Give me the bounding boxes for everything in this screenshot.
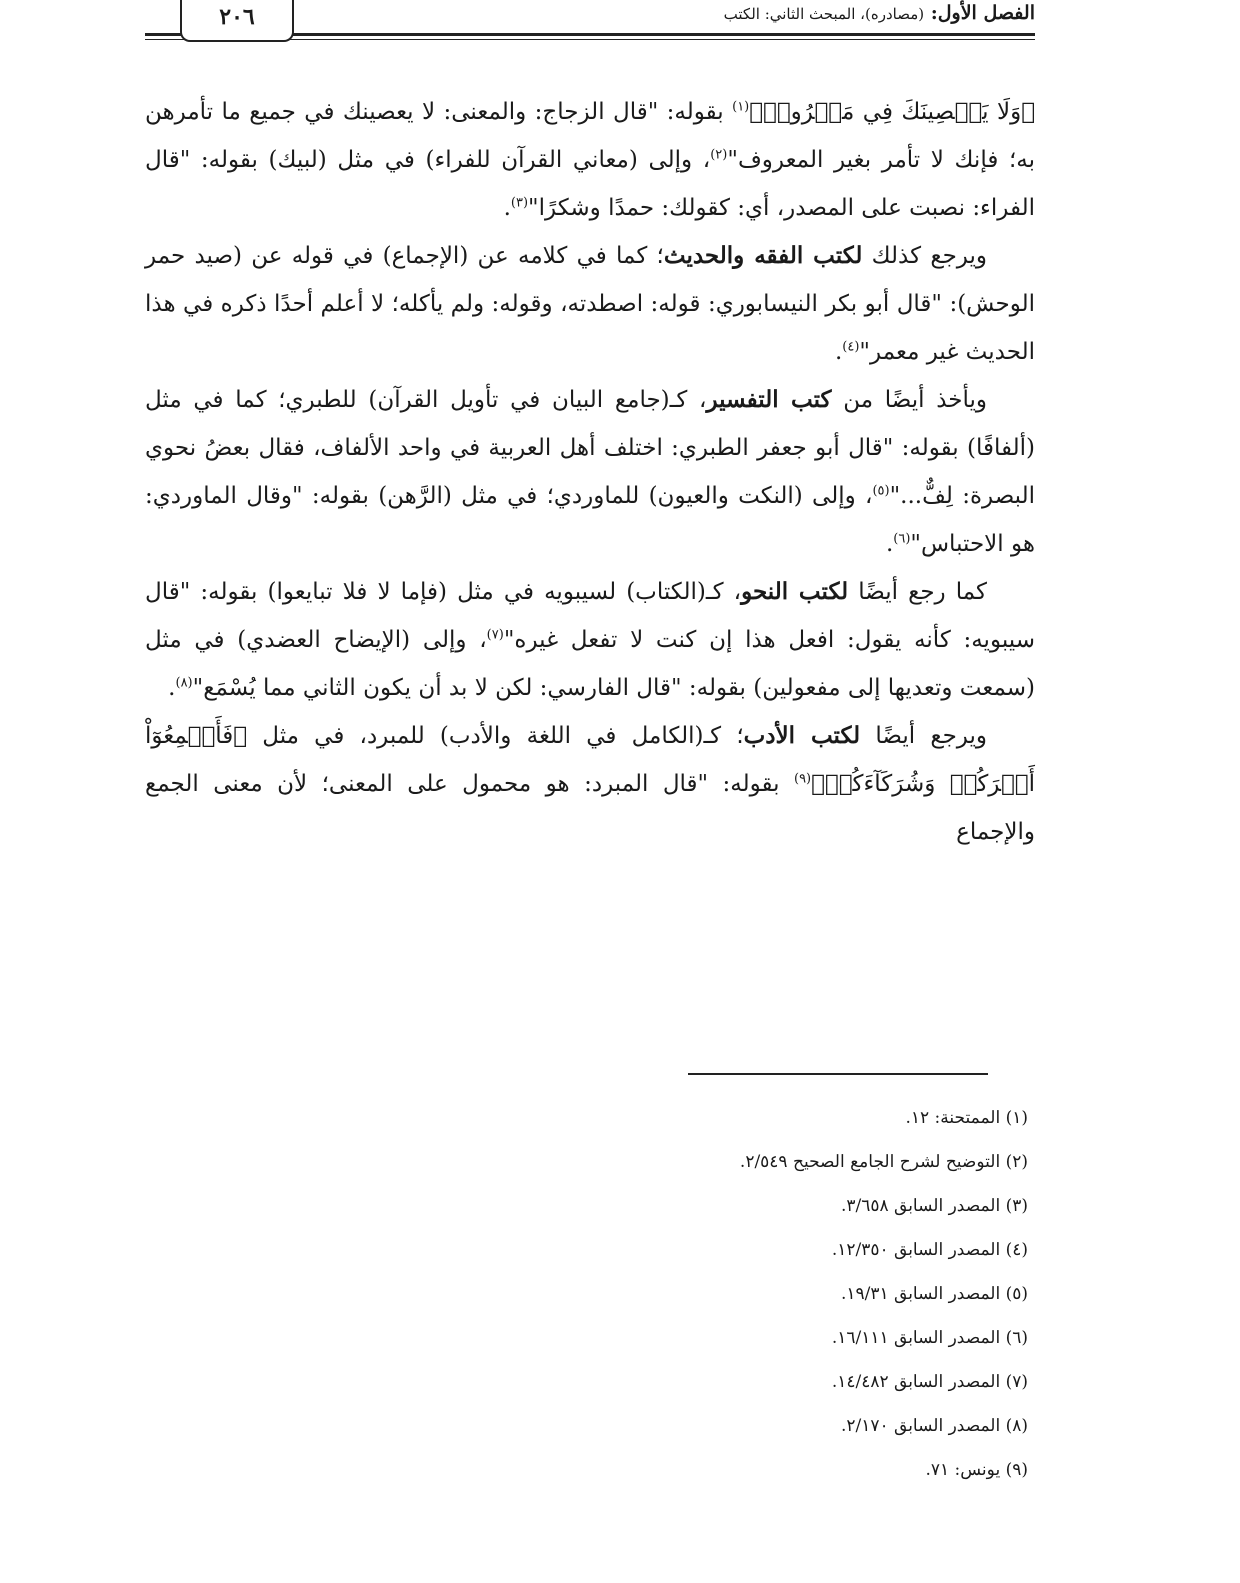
text-run: ويأخذ أيضًا من: [831, 387, 988, 413]
footnote-9: (٩) يونس: ٧١.: [925, 1460, 1028, 1480]
text-run: ، كـ(الكتاب) لسيبويه في مثل (فإما لا فلا تبايعوا) بقوله: "قال سيبويه: كأنه يقول: افعل هذا إن كنت لا تفعل غيره": [145, 579, 1035, 653]
footnote-ref: (٧): [486, 627, 504, 643]
footnote-ref: (٦): [893, 531, 911, 547]
footnote-ref: (٥): [872, 483, 890, 499]
text-run: بقوله: "قال المبرد: هو محمول على المعنى؛ لأن معنى الجمع والإجماع: [145, 771, 1035, 845]
bold-phrase: لكتب الفقه والحديث: [663, 242, 863, 269]
footnote-ref: (٣): [510, 195, 529, 211]
text-run: .: [885, 531, 894, 557]
paragraph-3: [145, 376, 1035, 568]
footnote-ref: (٩): [793, 771, 812, 787]
footnote-ref: (١): [732, 99, 750, 115]
page-number: ٢٠٦: [180, 0, 294, 42]
text-run: .: [834, 339, 843, 365]
main-text: [145, 88, 1035, 856]
text-run: ، كـ(جامع البيان في تأويل القرآن) للطبري؛ كما في مثل (ألفافًا) بقوله: "قال أبو جعفر الطبري: اختلف أهل العربية في واحد الألفاف، فقال بعضُ نحوي البصرة: لِفٌّ...": [145, 387, 1035, 509]
footnote-3: (٣) المصدر السابق ٣/٦٥٨.: [840, 1196, 1028, 1216]
running-title-main: الفصل الأول:: [930, 2, 1035, 24]
text-run: .: [168, 675, 176, 701]
text-run: ؛ كـ(الكامل في اللغة والأدب) للمبرد، في مثل ﴿فَأَجۡمِعُوٓاْ أَمۡرَكُمۡ وَشُرَكَآءَكُمۡ﴾: [145, 723, 1035, 797]
paragraph-1: [145, 88, 1035, 232]
bold-phrase: لكتب النحو: [741, 578, 849, 605]
running-title-sub: (مصادره)، المبحث الثاني: الكتب: [723, 5, 925, 23]
footnote-7: (٧) المصدر السابق ١٤/٤٨٢.: [831, 1372, 1028, 1392]
footnote-8: (٨) المصدر السابق ٢/١٧٠.: [840, 1416, 1028, 1436]
footnote-2: (٢) التوضيح لشرح الجامع الصحيح ٢/٥٤٩.: [739, 1152, 1028, 1172]
text-run: ، وإلى (النكت والعيون) للماوردي؛ في مثل (الرَّهن) بقوله: "وقال الماوردي: هو الاحتباس": [145, 483, 1035, 557]
running-title: [724, 2, 1035, 24]
paragraph-2: [145, 232, 1035, 376]
footnote-ref: (٤): [842, 339, 860, 355]
footnote-ref: (٢): [710, 147, 728, 163]
text-run: ويرجع أيضًا: [860, 723, 987, 749]
footnote-4: (٤) المصدر السابق ١٢/٣٥٠.: [831, 1240, 1028, 1260]
footnote-5: (٥) المصدر السابق ١٩/٣١.: [840, 1284, 1028, 1304]
text-run: ، وإلى (معاني القرآن للفراء) في مثل (لبيك) بقوله: "قال الفراء: نصبت على المصدر، أي: كقولك: حمدًا وشكرًا": [145, 147, 1035, 221]
footnote-separator: [688, 1073, 988, 1075]
page-header: [145, 0, 1035, 44]
footnotes: [740, 1096, 1028, 1492]
text-run: ؛ كما في كلامه عن (الإجماع) في قوله عن (صيد حمر الوحش): "قال أبو بكر النيسابوري: قوله: اصطدته، وقوله: ولم يأكله؛ لا أعلم أحدًا ذكره في هذا الحديث غير معمر": [145, 243, 1035, 365]
paragraph-5: [145, 712, 1035, 856]
footnote-1: (١) الممتحنة: ١٢.: [905, 1108, 1028, 1128]
footnote-6: (٦) المصدر السابق ١٦/١١١.: [831, 1328, 1028, 1348]
text-run: بقوله: "قال الزجاج: والمعنى: لا يعصينك في جميع ما تأمرهن به؛ فإنك لا تأمر بغير المعروف": [145, 99, 1036, 173]
bold-phrase: كتب التفسير: [706, 386, 832, 413]
text-run: .: [503, 195, 511, 221]
bold-phrase: لكتب الأدب: [743, 722, 861, 749]
text-run: ﴿وَلَا يَعۡصِينَكَ فِي مَعۡرُوفٖ﴾: [749, 99, 1036, 125]
text-run: ، وإلى (الإيضاح العضدي) في مثل (سمعت وتعديها إلى مفعولين) بقوله: "قال الفارسي: لكن لا بد أن يكون الثاني مما يُسْمَع": [145, 627, 1035, 701]
text-run: كما رجع أيضًا: [848, 579, 988, 605]
footnote-ref: (٨): [175, 675, 193, 691]
paragraph-4: [145, 568, 1035, 712]
text-run: ويرجع كذلك: [862, 243, 987, 269]
